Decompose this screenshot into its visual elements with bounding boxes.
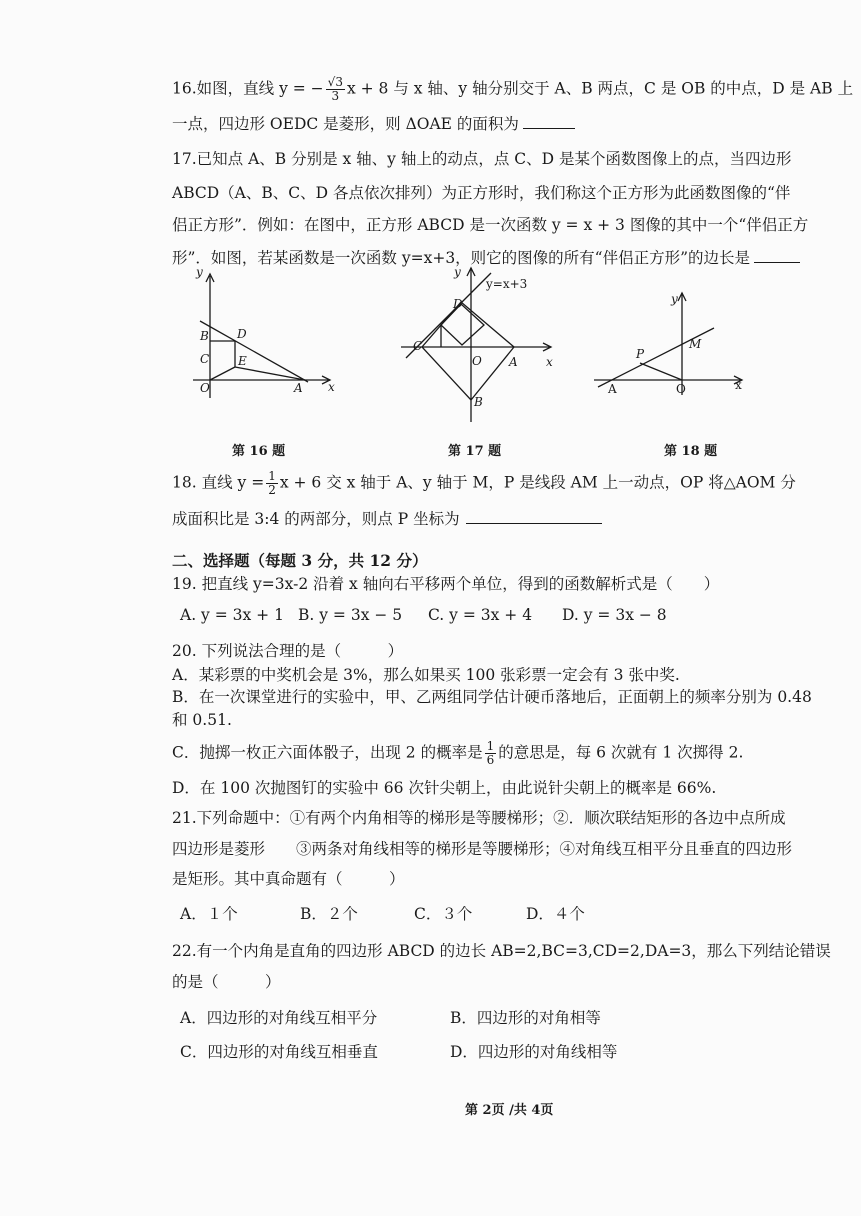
- q22-option-a[interactable]: A．四边形的对角线互相平分: [180, 1009, 378, 1027]
- q20-option-c-suffix: 的意思是，每 6 次就有 1 次掷得 2.: [498, 743, 744, 762]
- q22-line2: 的是（ ）: [172, 973, 281, 991]
- q22-option-d[interactable]: D．四边形的对角线相等: [450, 1043, 618, 1061]
- q17-line4-text: 形”．如图，若某函数是一次函数 y=x+3，则它的图像的所有“伴侣正方形”的边长是: [172, 249, 751, 267]
- section-2-title: 二、选择题（每题 3 分，共 12 分）: [172, 551, 428, 570]
- fig16-label-c: C: [200, 352, 210, 366]
- fig17-label-a: A: [509, 355, 518, 369]
- q18-line2-text: 成面积比是 3:4 的两部分，则点 P 坐标为: [172, 510, 460, 528]
- q20-option-a[interactable]: A．某彩票的中奖机会是 3%，那么如果买 100 张彩票一定会有 3 张中奖.: [172, 666, 680, 684]
- q20-option-b-line1[interactable]: B．在一次课堂进行的实验中，甲、乙两组同学估计硬币落地后，正面朝上的频率分别为 0.48: [172, 688, 812, 706]
- q20-option-c-fraction: [485, 740, 497, 767]
- figure-17: [396, 262, 566, 432]
- fig17-label-x: x: [546, 355, 553, 369]
- figure-18: [592, 285, 752, 400]
- q16-prefix: 16.如图，直线 y = −: [172, 79, 324, 98]
- fig16-caption: 第 16 题: [232, 444, 286, 459]
- fig17-label-d: D: [453, 297, 463, 311]
- q21-option-a[interactable]: A．１个: [180, 905, 238, 923]
- q21-option-b[interactable]: B．２个: [300, 905, 358, 923]
- q19-option-a[interactable]: A. y = 3x + 1: [180, 606, 284, 624]
- fig18-label-x: x: [735, 378, 742, 392]
- fig17-square-abcd: [422, 302, 514, 400]
- fig16-seg-oe: [210, 367, 235, 380]
- q20-stem: 20. 下列说法合理的是（ ）: [172, 642, 404, 660]
- fig16-label-b: B: [200, 329, 209, 343]
- q21-line3: 是矩形。其中真命题有（ ）: [172, 870, 405, 888]
- q16-frac-num: √3: [327, 75, 343, 89]
- q19-option-d[interactable]: D. y = 3x − 8: [562, 606, 667, 624]
- q19-stem: 19. 把直线 y=3x-2 沿着 x 轴向右平移两个单位，得到的函数解析式是（ ）: [172, 575, 720, 593]
- q20-option-b-line2: 和 0.51.: [172, 711, 232, 729]
- q21-line1: 21.下列命题中：①有两个内角相等的梯形是等腰梯形；②．顺次联结矩形的各边中点所成: [172, 809, 786, 827]
- q18-prefix: 18. 直线 y =: [172, 473, 265, 492]
- fig16-label-y: y: [196, 268, 203, 279]
- q18-line1: [172, 470, 796, 497]
- q18-suffix: x + 6 交 x 轴于 A、y 轴于 M，P 是线段 AM 上一动点，OP 将△AOM 分: [279, 473, 796, 492]
- q22-option-c[interactable]: C．四边形的对角线互相垂直: [180, 1043, 378, 1061]
- q18-answer-blank[interactable]: [466, 509, 602, 524]
- q21-line2: 四边形是菱形 ③两条对角线相等的梯形是等腰梯形；④对角线互相平分且垂直的四边形: [172, 840, 793, 858]
- q16-frac-den: 3: [331, 89, 340, 103]
- q16-line1: [172, 76, 853, 103]
- fig16-line-ab: [200, 321, 308, 382]
- q22-line1: 22.有一个内角是直角的四边形 ABCD 的边长 AB=2,BC=3,CD=2,DA=3，那么下列结论错误: [172, 942, 831, 960]
- fig16-label-e: E: [238, 354, 247, 368]
- q17-line3: 侣正方形”．例如：在图中，正方形 ABCD 是一次函数 y = x + 3 图像的其中一个“伴侣正方: [172, 216, 809, 234]
- fig16-label-x: x: [328, 380, 335, 394]
- figure-16: [190, 268, 340, 403]
- fig18-label-m: M: [689, 337, 702, 351]
- q19-option-b[interactable]: B. y = 3x − 5: [298, 606, 403, 624]
- q18-line2: [172, 508, 602, 530]
- q17-answer-blank[interactable]: [754, 248, 800, 263]
- q20-c-frac-den: 6: [486, 753, 495, 767]
- q16-suffix: x + 8 与 x 轴、y 轴分别交于 A、B 两点，C 是 OB 的中点，D 是 AB 上: [346, 79, 854, 98]
- fig18-caption: 第 18 题: [664, 444, 718, 459]
- fig16-label-a: A: [294, 381, 303, 395]
- fig16-label-d: D: [237, 327, 247, 341]
- q21-option-d[interactable]: D．４个: [526, 905, 585, 923]
- fig18-label-o: O: [676, 382, 686, 396]
- fig17-label-y: y: [454, 265, 461, 279]
- q20-option-c[interactable]: [172, 740, 743, 767]
- q17-line1: 17.已知点 A、B 分别是 x 轴、y 轴上的动点，点 C、D 是某个函数图像上的点，当四边形: [172, 150, 792, 168]
- q16-line2: [172, 113, 575, 135]
- fig16-seg-ea: [235, 367, 305, 380]
- fig17-label-c: C: [413, 339, 423, 353]
- fig17-label-b: B: [474, 395, 483, 409]
- q16-line2-text: 一点，四边形 OEDC 是菱形，则 ΔOAE 的面积为: [172, 115, 519, 133]
- fig18-label-a: A: [608, 382, 617, 396]
- fig18-seg-op: [640, 363, 682, 380]
- fig17-label-line: y=x+3: [486, 277, 528, 291]
- q18-frac-den: 2: [268, 483, 276, 497]
- fig16-label-o: O: [200, 381, 210, 395]
- q20-c-frac-num: 1: [486, 739, 495, 753]
- fig18-label-p: P: [636, 347, 645, 361]
- q18-frac-num: 1: [268, 469, 276, 483]
- q17-line2: ABCD（A、B、C、D 各点依次排列）为正方形时，我们称这个正方形为此函数图像的“伴: [172, 184, 791, 202]
- q20-option-c-prefix: C．抛掷一枚正六面体骰子，出现 2 的概率是: [172, 743, 483, 762]
- q22-option-b[interactable]: B．四边形的对角相等: [450, 1009, 601, 1027]
- fig18-label-y: y: [671, 292, 678, 306]
- page-footer: 第 2页 /共 4页: [465, 1103, 554, 1118]
- q20-option-d[interactable]: D．在 100 次抛图钉的实验中 66 次针尖朝上，由此说针尖朝上的概率是 66%.: [172, 779, 717, 797]
- q21-option-c[interactable]: C．３个: [414, 905, 473, 923]
- fig17-label-o: O: [472, 354, 482, 368]
- fig17-caption: 第 17 题: [448, 444, 502, 459]
- q16-answer-blank[interactable]: [523, 114, 575, 129]
- q18-fraction: [266, 470, 278, 497]
- q16-fraction: [326, 76, 345, 103]
- q19-option-c[interactable]: C. y = 3x + 4: [428, 606, 533, 624]
